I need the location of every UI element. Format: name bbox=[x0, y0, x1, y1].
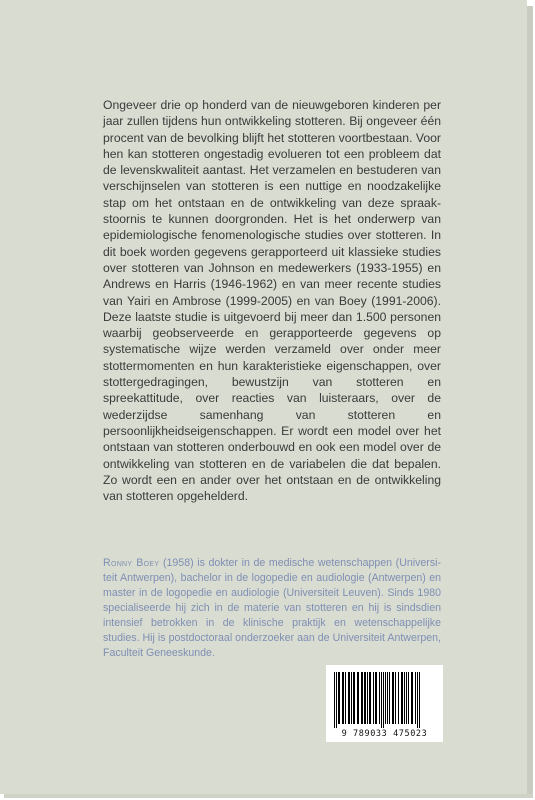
author-bio-text: (1958) is dokter in de medische wetenschappen (Universiteit Antwerpen), bachelor in de logopedie en audiologie (Antwerpen) en master in de logopedie en audiologie (Universiteit Leuven). Sinds 1980 specialiseerde hij zich in de materie van stotteren en hij is sindsdien intensief betrokken in de klinische praktijk en wetenschappelijke studies. Hij is postdoctoraal onderzoeker aan de Universiteit Antwerpen, Faculteit Geneeskunde. bbox=[103, 557, 441, 659]
blurb-text: Ongeveer drie op honderd van de nieuwgeboren kinderen per jaar zullen tijdens hun ontwikkeling stotteren. Bij ongeveer één procent van de bevolking blijft het stotteren voortbestaan. Voor hen kan stotteren ongestadig evolueren tot een probleem dat de levenskwaliteit aantast. Het verzamelen en bestuderen van verschijnselen van stotteren is een nuttige en noodzakelijke stap om het ontstaan en de ontwikkeling van deze spraakstoornis te kunnen doorgronden. Het is het onderwerp van epidemiologische fenomenologische studies over stotteren. In dit boek worden gegevens gerapporteerd uit klassieke studies over stotteren van Johnson en medewerkers (1933-1955) en Andrews en Harris (1946-1962) en van meer recente studies van Yairi en Ambrose (1999-2005) en van Boey (1991-2006). Deze laatste studie is uitgevoerd bij meer dan 1.500 personen waarbij geobserveerde en gerapporteerde gegevens op systematische wijze werden verzameld over onder meer stottermomenten en hun karakteristieke eigenschappen, over stottergedragingen, bewustzijn van stotteren en spreekattitude, over reacties van luisteraars, over de wederzijdse samenhang van stotteren en persoonlijkheidseigenschappen. Er wordt een model over het ontstaan van stotteren onderbouwd en ook een model over de ontwikkeling van stotteren en de variabelen die dat bepalen. Zo wordt een en ander over het ontstaan en de ontwikkeling van stotteren opgehelderd. bbox=[103, 98, 441, 504]
barcode bbox=[326, 665, 443, 742]
barcode-bars bbox=[333, 672, 436, 728]
bottom-edge-shadow bbox=[4, 794, 533, 798]
author-bio bbox=[103, 556, 441, 661]
page-edge-shadow bbox=[527, 6, 533, 798]
barcode-number: 9 789033 475023 bbox=[341, 729, 428, 739]
author-name: Ronny Boey bbox=[103, 557, 160, 569]
